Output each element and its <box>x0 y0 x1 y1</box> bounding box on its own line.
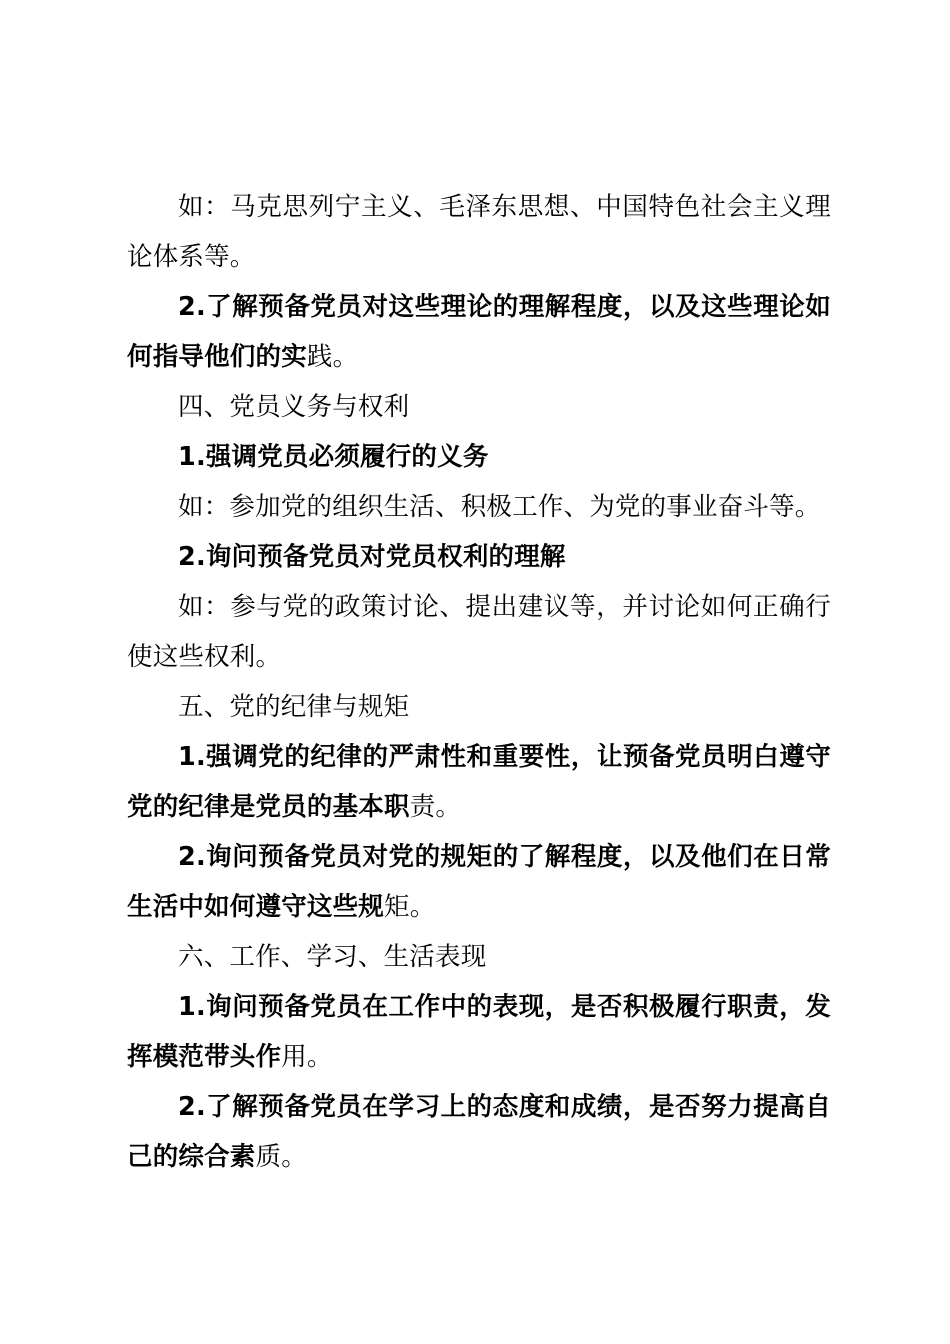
paragraph-tail: 责。 <box>409 792 462 822</box>
paragraph-emphasize-duties <box>127 432 831 482</box>
paragraph-text: 如：参与党的政策讨论、提出建议等，并讨论如何正确行使这些权利。 <box>127 592 831 672</box>
paragraph-example-rights <box>127 582 831 682</box>
paragraph-text: 如：马克思列宁主义、毛泽东思想、中国特色社会主义理论体系等。 <box>127 192 831 272</box>
paragraph-text: 1.强调党员必须履行的义务 <box>178 442 489 472</box>
paragraph-ask-rules <box>127 832 831 932</box>
paragraph-tail: 用。 <box>281 1042 333 1072</box>
paragraph-text: 如：参加党的组织生活、积极工作、为党的事业奋斗等。 <box>178 492 821 522</box>
paragraph-understand-theory <box>127 282 831 382</box>
heading-text: 四、党员义务与权利 <box>178 392 410 422</box>
paragraph-example-duties <box>127 482 831 532</box>
paragraph-ask-work <box>127 982 831 1082</box>
paragraph-example-theory <box>127 182 831 282</box>
paragraph-text: 2.了解预备党员对这些理论的理解程度，以及这些理论如何指导他们的实 <box>127 292 831 372</box>
document-page <box>127 182 831 1182</box>
heading-text: 五、党的纪律与规矩 <box>178 692 410 722</box>
paragraph-tail: 质。 <box>255 1142 307 1172</box>
paragraph-text: 2.询问预备党员对党员权利的理解 <box>178 542 566 572</box>
paragraph-tail: 践。 <box>306 342 359 372</box>
section-heading-duties-rights <box>127 382 831 432</box>
heading-text: 六、工作、学习、生活表现 <box>178 942 487 972</box>
paragraph-text: 2.询问预备党员对党的规矩的了解程度，以及他们在日常生活中如何遵守这些规 <box>127 842 831 922</box>
paragraph-ask-rights <box>127 532 831 582</box>
paragraph-understand-study <box>127 1082 831 1182</box>
paragraph-tail: 矩。 <box>384 892 436 922</box>
paragraph-text: 1.询问预备党员在工作中的表现，是否积极履行职责，发挥模范带头作 <box>127 992 831 1072</box>
paragraph-text: 2.了解预备党员在学习上的态度和成绩，是否努力提高自己的综合素 <box>127 1092 831 1172</box>
paragraph-text: 1.强调党的纪律的严肃性和重要性，让预备党员明白遵守党的纪律是党员的基本职 <box>127 742 831 822</box>
paragraph-emphasize-discipline <box>127 732 831 832</box>
section-heading-discipline <box>127 682 831 732</box>
section-heading-performance <box>127 932 831 982</box>
